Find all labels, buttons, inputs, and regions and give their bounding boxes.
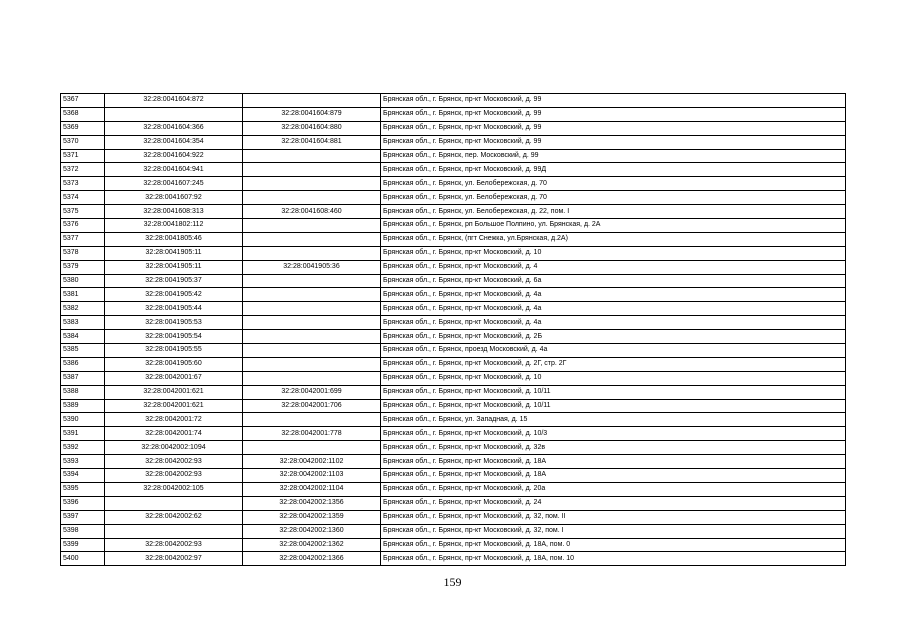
address-cell: Брянская обл., г. Брянск, пр-кт Московский, д. 32в [381, 441, 846, 455]
address-cell: Брянская обл., г. Брянск, рп Большое Полпино, ул. Брянская, д. 2А [381, 219, 846, 233]
row-number-cell: 5395 [61, 482, 105, 496]
address-cell: Брянская обл., г. Брянск, пр-кт Московский, д. 4 [381, 260, 846, 274]
address-cell: Брянская обл., г. Брянск, пр-кт Московский, д. 2Г, стр. 2Г [381, 357, 846, 371]
cadastral-number-cell: 32:28:0041805:46 [105, 232, 243, 246]
table-row [61, 246, 846, 260]
address-cell: Брянская обл., г. Брянск, пр-кт Московский, д. 10 [381, 246, 846, 260]
parent-cadastral-number-cell [243, 177, 381, 191]
cadastral-number-cell: 32:28:0041905:55 [105, 344, 243, 358]
address-cell: Брянская обл., г. Брянск, пр-кт Московский, д. 32, пом. I [381, 524, 846, 538]
table-row [61, 385, 846, 399]
table-row [61, 538, 846, 552]
row-number-cell: 5388 [61, 385, 105, 399]
cadastral-number-cell: 32:28:0042001:74 [105, 427, 243, 441]
address-cell: Брянская обл., г. Брянск, проезд Московский, д. 4а [381, 344, 846, 358]
page-number: 159 [443, 575, 462, 589]
parent-cadastral-number-cell [243, 316, 381, 330]
cadastral-number-cell: 32:28:0042002:1094 [105, 441, 243, 455]
cadastral-number-cell: 32:28:0041905:11 [105, 260, 243, 274]
cadastral-number-cell: 32:28:0041604:872 [105, 94, 243, 108]
parent-cadastral-number-cell: 32:28:0041608:460 [243, 205, 381, 219]
row-number-cell: 5387 [61, 371, 105, 385]
parent-cadastral-number-cell: 32:28:0041604:879 [243, 107, 381, 121]
row-number-cell: 5392 [61, 441, 105, 455]
address-cell: Брянская обл., г. Брянск, (пгт Снежка, ул.Брянская, д.2А) [381, 232, 846, 246]
cadastral-number-cell: 32:28:0041905:42 [105, 288, 243, 302]
row-number-cell: 5394 [61, 469, 105, 483]
parent-cadastral-number-cell [243, 441, 381, 455]
parent-cadastral-number-cell [243, 357, 381, 371]
cadastral-number-cell: 32:28:0041905:37 [105, 274, 243, 288]
parent-cadastral-number-cell: 32:28:0042002:1362 [243, 538, 381, 552]
cadastral-number-cell: 32:28:0042002:62 [105, 510, 243, 524]
row-number-cell: 5385 [61, 344, 105, 358]
cadastral-number-cell: 32:28:0041604:922 [105, 149, 243, 163]
table-row [61, 413, 846, 427]
address-cell: Брянская обл., г. Брянск, пр-кт Московский, д. 99 [381, 135, 846, 149]
row-number-cell: 5375 [61, 205, 105, 219]
table-row [61, 482, 846, 496]
address-cell: Брянская обл., г. Брянск, ул. Белобережская, д. 70 [381, 191, 846, 205]
cadastral-number-cell: 32:28:0042001:621 [105, 399, 243, 413]
row-number-cell: 5389 [61, 399, 105, 413]
cadastral-number-cell: 32:28:0041905:11 [105, 246, 243, 260]
row-number-cell: 5373 [61, 177, 105, 191]
parent-cadastral-number-cell [243, 219, 381, 233]
address-cell: Брянская обл., г. Брянск, пр-кт Московский, д. 99 [381, 94, 846, 108]
cadastral-number-cell: 32:28:0041604:354 [105, 135, 243, 149]
cadastral-number-cell: 32:28:0041905:53 [105, 316, 243, 330]
address-cell: Брянская обл., г. Брянск, пр-кт Московский, д. 10/11 [381, 385, 846, 399]
row-number-cell: 5370 [61, 135, 105, 149]
table-row [61, 510, 846, 524]
row-number-cell: 5377 [61, 232, 105, 246]
row-number-cell: 5397 [61, 510, 105, 524]
row-number-cell: 5391 [61, 427, 105, 441]
table-row [61, 288, 846, 302]
cadastral-number-cell: 32:28:0042001:72 [105, 413, 243, 427]
table-row [61, 496, 846, 510]
cadastral-number-cell: 32:28:0041802:112 [105, 219, 243, 233]
table-row [61, 469, 846, 483]
address-cell: Брянская обл., г. Брянск, пр-кт Московский, д. 20а [381, 482, 846, 496]
table-row [61, 177, 846, 191]
table-row [61, 552, 846, 566]
row-number-cell: 5368 [61, 107, 105, 121]
row-number-cell: 5386 [61, 357, 105, 371]
cadastral-number-cell: 32:28:0041607:245 [105, 177, 243, 191]
row-number-cell: 5380 [61, 274, 105, 288]
row-number-cell: 5382 [61, 302, 105, 316]
table-row [61, 94, 846, 108]
cadastral-number-cell: 32:28:0041607:92 [105, 191, 243, 205]
cadastral-number-cell: 32:28:0042002:93 [105, 469, 243, 483]
parent-cadastral-number-cell [243, 191, 381, 205]
property-registry-table [60, 93, 846, 566]
row-number-cell: 5396 [61, 496, 105, 510]
address-cell: Брянская обл., г. Брянск, ул. Белобережская, д. 70 [381, 177, 846, 191]
table-row [61, 344, 846, 358]
table-row [61, 524, 846, 538]
address-cell: Брянская обл., г. Брянск, пр-кт Московский, д. 6а [381, 274, 846, 288]
parent-cadastral-number-cell: 32:28:0042002:1102 [243, 455, 381, 469]
row-number-cell: 5372 [61, 163, 105, 177]
table-row [61, 191, 846, 205]
address-cell: Брянская обл., г. Брянск, пр-кт Московский, д. 99 [381, 107, 846, 121]
parent-cadastral-number-cell [243, 94, 381, 108]
address-cell: Брянская обл., г. Брянск, пр-кт Московский, д. 24 [381, 496, 846, 510]
cadastral-number-cell: 32:28:0041905:44 [105, 302, 243, 316]
cadastral-number-cell [105, 107, 243, 121]
parent-cadastral-number-cell [243, 330, 381, 344]
parent-cadastral-number-cell: 32:28:0041604:881 [243, 135, 381, 149]
table-row [61, 274, 846, 288]
cadastral-number-cell: 32:28:0042002:105 [105, 482, 243, 496]
address-cell: Брянская обл., г. Брянск, пр-кт Московский, д. 4а [381, 288, 846, 302]
address-cell: Брянская обл., г. Брянск, пр-кт Московский, д. 32, пом. II [381, 510, 846, 524]
address-cell: Брянская обл., г. Брянск, пр-кт Московский, д. 99Д [381, 163, 846, 177]
table-row [61, 371, 846, 385]
address-cell: Брянская обл., г. Брянск, пр-кт Московский, д. 99 [381, 121, 846, 135]
address-cell: Брянская обл., г. Брянск, ул. Западная, д. 15 [381, 413, 846, 427]
parent-cadastral-number-cell: 32:28:0042001:778 [243, 427, 381, 441]
cadastral-number-cell: 32:28:0042001:621 [105, 385, 243, 399]
row-number-cell: 5390 [61, 413, 105, 427]
parent-cadastral-number-cell [243, 371, 381, 385]
table-row [61, 330, 846, 344]
table-row [61, 427, 846, 441]
parent-cadastral-number-cell [243, 149, 381, 163]
parent-cadastral-number-cell [243, 288, 381, 302]
parent-cadastral-number-cell: 32:28:0042001:699 [243, 385, 381, 399]
parent-cadastral-number-cell: 32:28:0041905:36 [243, 260, 381, 274]
cadastral-number-cell: 32:28:0042002:93 [105, 455, 243, 469]
cadastral-number-cell: 32:28:0041905:60 [105, 357, 243, 371]
parent-cadastral-number-cell: 32:28:0042002:1359 [243, 510, 381, 524]
row-number-cell: 5381 [61, 288, 105, 302]
parent-cadastral-number-cell: 32:28:0042002:1103 [243, 469, 381, 483]
address-cell: Брянская обл., г. Брянск, пр-кт Московский, д. 4а [381, 316, 846, 330]
row-number-cell: 5379 [61, 260, 105, 274]
row-number-cell: 5398 [61, 524, 105, 538]
parent-cadastral-number-cell [243, 246, 381, 260]
table-row [61, 219, 846, 233]
address-cell: Брянская обл., г. Брянск, пр-кт Московский, д. 18А [381, 455, 846, 469]
cadastral-number-cell: 32:28:0041604:366 [105, 121, 243, 135]
parent-cadastral-number-cell [243, 163, 381, 177]
parent-cadastral-number-cell: 32:28:0042002:1366 [243, 552, 381, 566]
table-row [61, 357, 846, 371]
row-number-cell: 5367 [61, 94, 105, 108]
table-row [61, 205, 846, 219]
cadastral-number-cell: 32:28:0042002:97 [105, 552, 243, 566]
address-cell: Брянская обл., г. Брянск, пр-кт Московский, д. 2Б [381, 330, 846, 344]
parent-cadastral-number-cell [243, 302, 381, 316]
row-number-cell: 5376 [61, 219, 105, 233]
table-row [61, 135, 846, 149]
table-row [61, 149, 846, 163]
table-row [61, 232, 846, 246]
cadastral-number-cell: 32:28:0041604:941 [105, 163, 243, 177]
registry-table-body [61, 94, 846, 566]
table-row [61, 455, 846, 469]
parent-cadastral-number-cell [243, 413, 381, 427]
address-cell: Брянская обл., г. Брянск, пер. Московский, д. 99 [381, 149, 846, 163]
address-cell: Брянская обл., г. Брянск, пр-кт Московский, д. 18А, пом. 0 [381, 538, 846, 552]
address-cell: Брянская обл., г. Брянск, пр-кт Московский, д. 18А, пом. 10 [381, 552, 846, 566]
row-number-cell: 5393 [61, 455, 105, 469]
cadastral-number-cell: 32:28:0042002:93 [105, 538, 243, 552]
parent-cadastral-number-cell: 32:28:0042002:1104 [243, 482, 381, 496]
row-number-cell: 5383 [61, 316, 105, 330]
row-number-cell: 5384 [61, 330, 105, 344]
table-row [61, 121, 846, 135]
address-cell: Брянская обл., г. Брянск, ул. Белобережская, д. 22, пом. I [381, 205, 846, 219]
row-number-cell: 5399 [61, 538, 105, 552]
cadastral-number-cell: 32:28:0041905:54 [105, 330, 243, 344]
table-row [61, 399, 846, 413]
address-cell: Брянская обл., г. Брянск, пр-кт Московский, д. 10/11 [381, 399, 846, 413]
address-cell: Брянская обл., г. Брянск, пр-кт Московский, д. 10 [381, 371, 846, 385]
address-cell: Брянская обл., г. Брянск, пр-кт Московский, д. 10/3 [381, 427, 846, 441]
parent-cadastral-number-cell: 32:28:0041604:880 [243, 121, 381, 135]
table-row [61, 302, 846, 316]
parent-cadastral-number-cell: 32:28:0042002:1356 [243, 496, 381, 510]
cadastral-number-cell [105, 496, 243, 510]
row-number-cell: 5400 [61, 552, 105, 566]
table-row [61, 163, 846, 177]
parent-cadastral-number-cell [243, 232, 381, 246]
parent-cadastral-number-cell: 32:28:0042001:706 [243, 399, 381, 413]
table-row [61, 441, 846, 455]
cadastral-number-cell: 32:28:0041608:313 [105, 205, 243, 219]
table-row [61, 316, 846, 330]
row-number-cell: 5374 [61, 191, 105, 205]
row-number-cell: 5369 [61, 121, 105, 135]
address-cell: Брянская обл., г. Брянск, пр-кт Московский, д. 18А [381, 469, 846, 483]
row-number-cell: 5378 [61, 246, 105, 260]
table-row [61, 260, 846, 274]
cadastral-number-cell: 32:28:0042001:67 [105, 371, 243, 385]
parent-cadastral-number-cell [243, 274, 381, 288]
cadastral-number-cell [105, 524, 243, 538]
row-number-cell: 5371 [61, 149, 105, 163]
address-cell: Брянская обл., г. Брянск, пр-кт Московский, д. 4а [381, 302, 846, 316]
parent-cadastral-number-cell [243, 344, 381, 358]
parent-cadastral-number-cell: 32:28:0042002:1360 [243, 524, 381, 538]
table-row [61, 107, 846, 121]
